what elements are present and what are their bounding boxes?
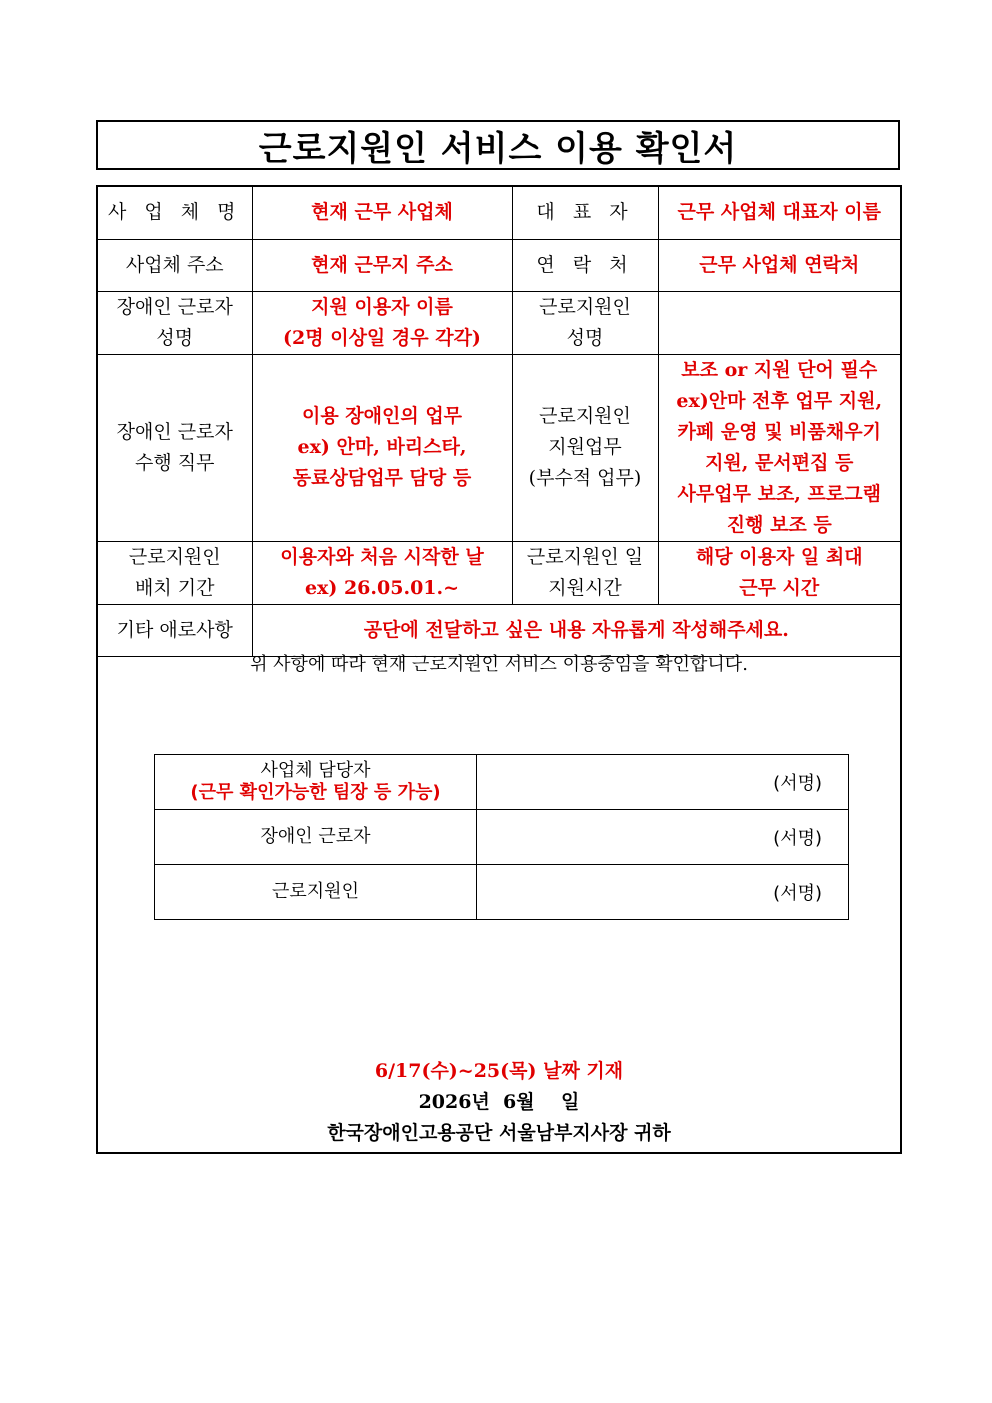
- duty-label-line: 장애인 근로자: [116, 420, 233, 443]
- table-row: [98, 354, 900, 541]
- date-line: 2026년 6월 일: [418, 1091, 580, 1113]
- signature-row: [155, 755, 849, 810]
- company-name-value: 현재 근무 사업체: [252, 187, 512, 239]
- addressee: 한국장애인고용공단 서울남부지사장 귀하: [327, 1122, 671, 1144]
- other-issues-value: 공단에 전달하고 싶은 내용 자유롭게 작성해주세요.: [252, 604, 900, 656]
- hours-value-line: 해당 이용자 일 최대: [695, 545, 863, 568]
- support-duty-value-line: 지원, 문서편집 등: [705, 451, 854, 474]
- worker-name-label: [98, 291, 252, 354]
- manager-label-cell: [155, 755, 477, 810]
- assistant-label: 근로지원인: [155, 865, 477, 920]
- table-row: [98, 541, 900, 604]
- representative-label: 대 표 자: [512, 187, 658, 239]
- period-value-line: ex) 26.05.01.~: [304, 576, 460, 599]
- assistant-name-value: [658, 291, 900, 354]
- support-duty-value-line: 사무업무 보조, 프로그램: [677, 482, 881, 505]
- contact-label: 연 락 처: [512, 239, 658, 291]
- worker-name-label-line: 성명: [156, 326, 194, 349]
- period-label-line: 배치 기간: [135, 576, 215, 599]
- info-table: [98, 187, 900, 657]
- duty-label-line: 수행 직무: [135, 451, 215, 474]
- worker-name-value-line: 지원 이용자 이름: [311, 295, 453, 318]
- confirmation-statement: 위 사항에 따라 현재 근로지원인 서비스 이용중임을 확인합니다.: [250, 654, 748, 675]
- support-duty-label-line: (부수적 업무): [528, 467, 642, 489]
- worker-name-value-line: (2명 이상일 경우 각각): [283, 326, 481, 349]
- assistant-signature-field[interactable]: (서명): [477, 865, 849, 920]
- table-row: [98, 291, 900, 354]
- support-duty-label-line: 근로지원인: [539, 405, 631, 427]
- other-issues-label: 기타 애로사항: [98, 604, 252, 656]
- address-value: 현재 근무지 주소: [252, 239, 512, 291]
- worker-label: 장애인 근로자: [155, 810, 477, 865]
- hours-label-line: 지원시간: [548, 576, 622, 599]
- support-duty-label-line: 지원업무: [548, 436, 622, 458]
- hours-value: [658, 541, 900, 604]
- duty-value-line: 이용 장애인의 업무: [301, 405, 463, 427]
- duty-value: [252, 354, 512, 541]
- manager-signature-field[interactable]: (서명): [477, 755, 849, 810]
- support-duty-value-line: ex)안마 전후 업무 지원,: [676, 389, 883, 412]
- signature-table: [154, 754, 849, 920]
- manager-label: 사업체 담당자: [260, 760, 371, 781]
- period-value-line: 이용자와 처음 시작한 날: [280, 545, 484, 568]
- support-duty-value: [658, 354, 900, 541]
- period-label-line: 근로지원인: [128, 545, 221, 568]
- hours-value-line: 근무 시간: [739, 576, 820, 599]
- contact-value: 근무 사업체 연락처: [658, 239, 900, 291]
- date-instruction: 6/17(수)~25(목) 날짜 기재: [374, 1060, 624, 1082]
- table-row: [98, 604, 900, 656]
- table-row: [98, 239, 900, 291]
- duty-value-line: ex) 안마, 바리스타,: [297, 436, 467, 458]
- assistant-name-label-line: 성명: [566, 326, 604, 349]
- manager-note: (근무 확인가능한 팀장 등 가능): [190, 782, 441, 803]
- document-title: 근로지원인 서비스 이용 확인서: [96, 120, 900, 170]
- address-label: 사업체 주소: [98, 239, 252, 291]
- company-name-label: 사 업 체 명: [98, 187, 252, 239]
- support-duty-value-line: 카페 운영 및 비품채우기: [677, 420, 881, 443]
- assistant-name-label-line: 근로지원인: [539, 295, 631, 318]
- worker-name-label-line: 장애인 근로자: [116, 295, 233, 318]
- period-value: [252, 541, 512, 604]
- worker-name-value: [252, 291, 512, 354]
- representative-value: 근무 사업체 대표자 이름: [658, 187, 900, 239]
- period-label: [98, 541, 252, 604]
- support-duty-value-line: 보조 or 지원 단어 필수: [681, 358, 878, 381]
- worker-signature-field[interactable]: (서명): [477, 810, 849, 865]
- table-row: [98, 187, 900, 239]
- support-duty-label: [512, 354, 658, 541]
- signature-row: [155, 810, 849, 865]
- support-duty-value-line: 진행 보조 등: [726, 513, 832, 536]
- duty-label: [98, 354, 252, 541]
- duty-value-line: 동료상담업무 담당 등: [292, 467, 472, 489]
- signature-row: [155, 865, 849, 920]
- assistant-name-label: [512, 291, 658, 354]
- hours-label: [512, 541, 658, 604]
- hours-label-line: 근로지원인 일: [526, 545, 644, 568]
- form-container: [96, 185, 902, 1154]
